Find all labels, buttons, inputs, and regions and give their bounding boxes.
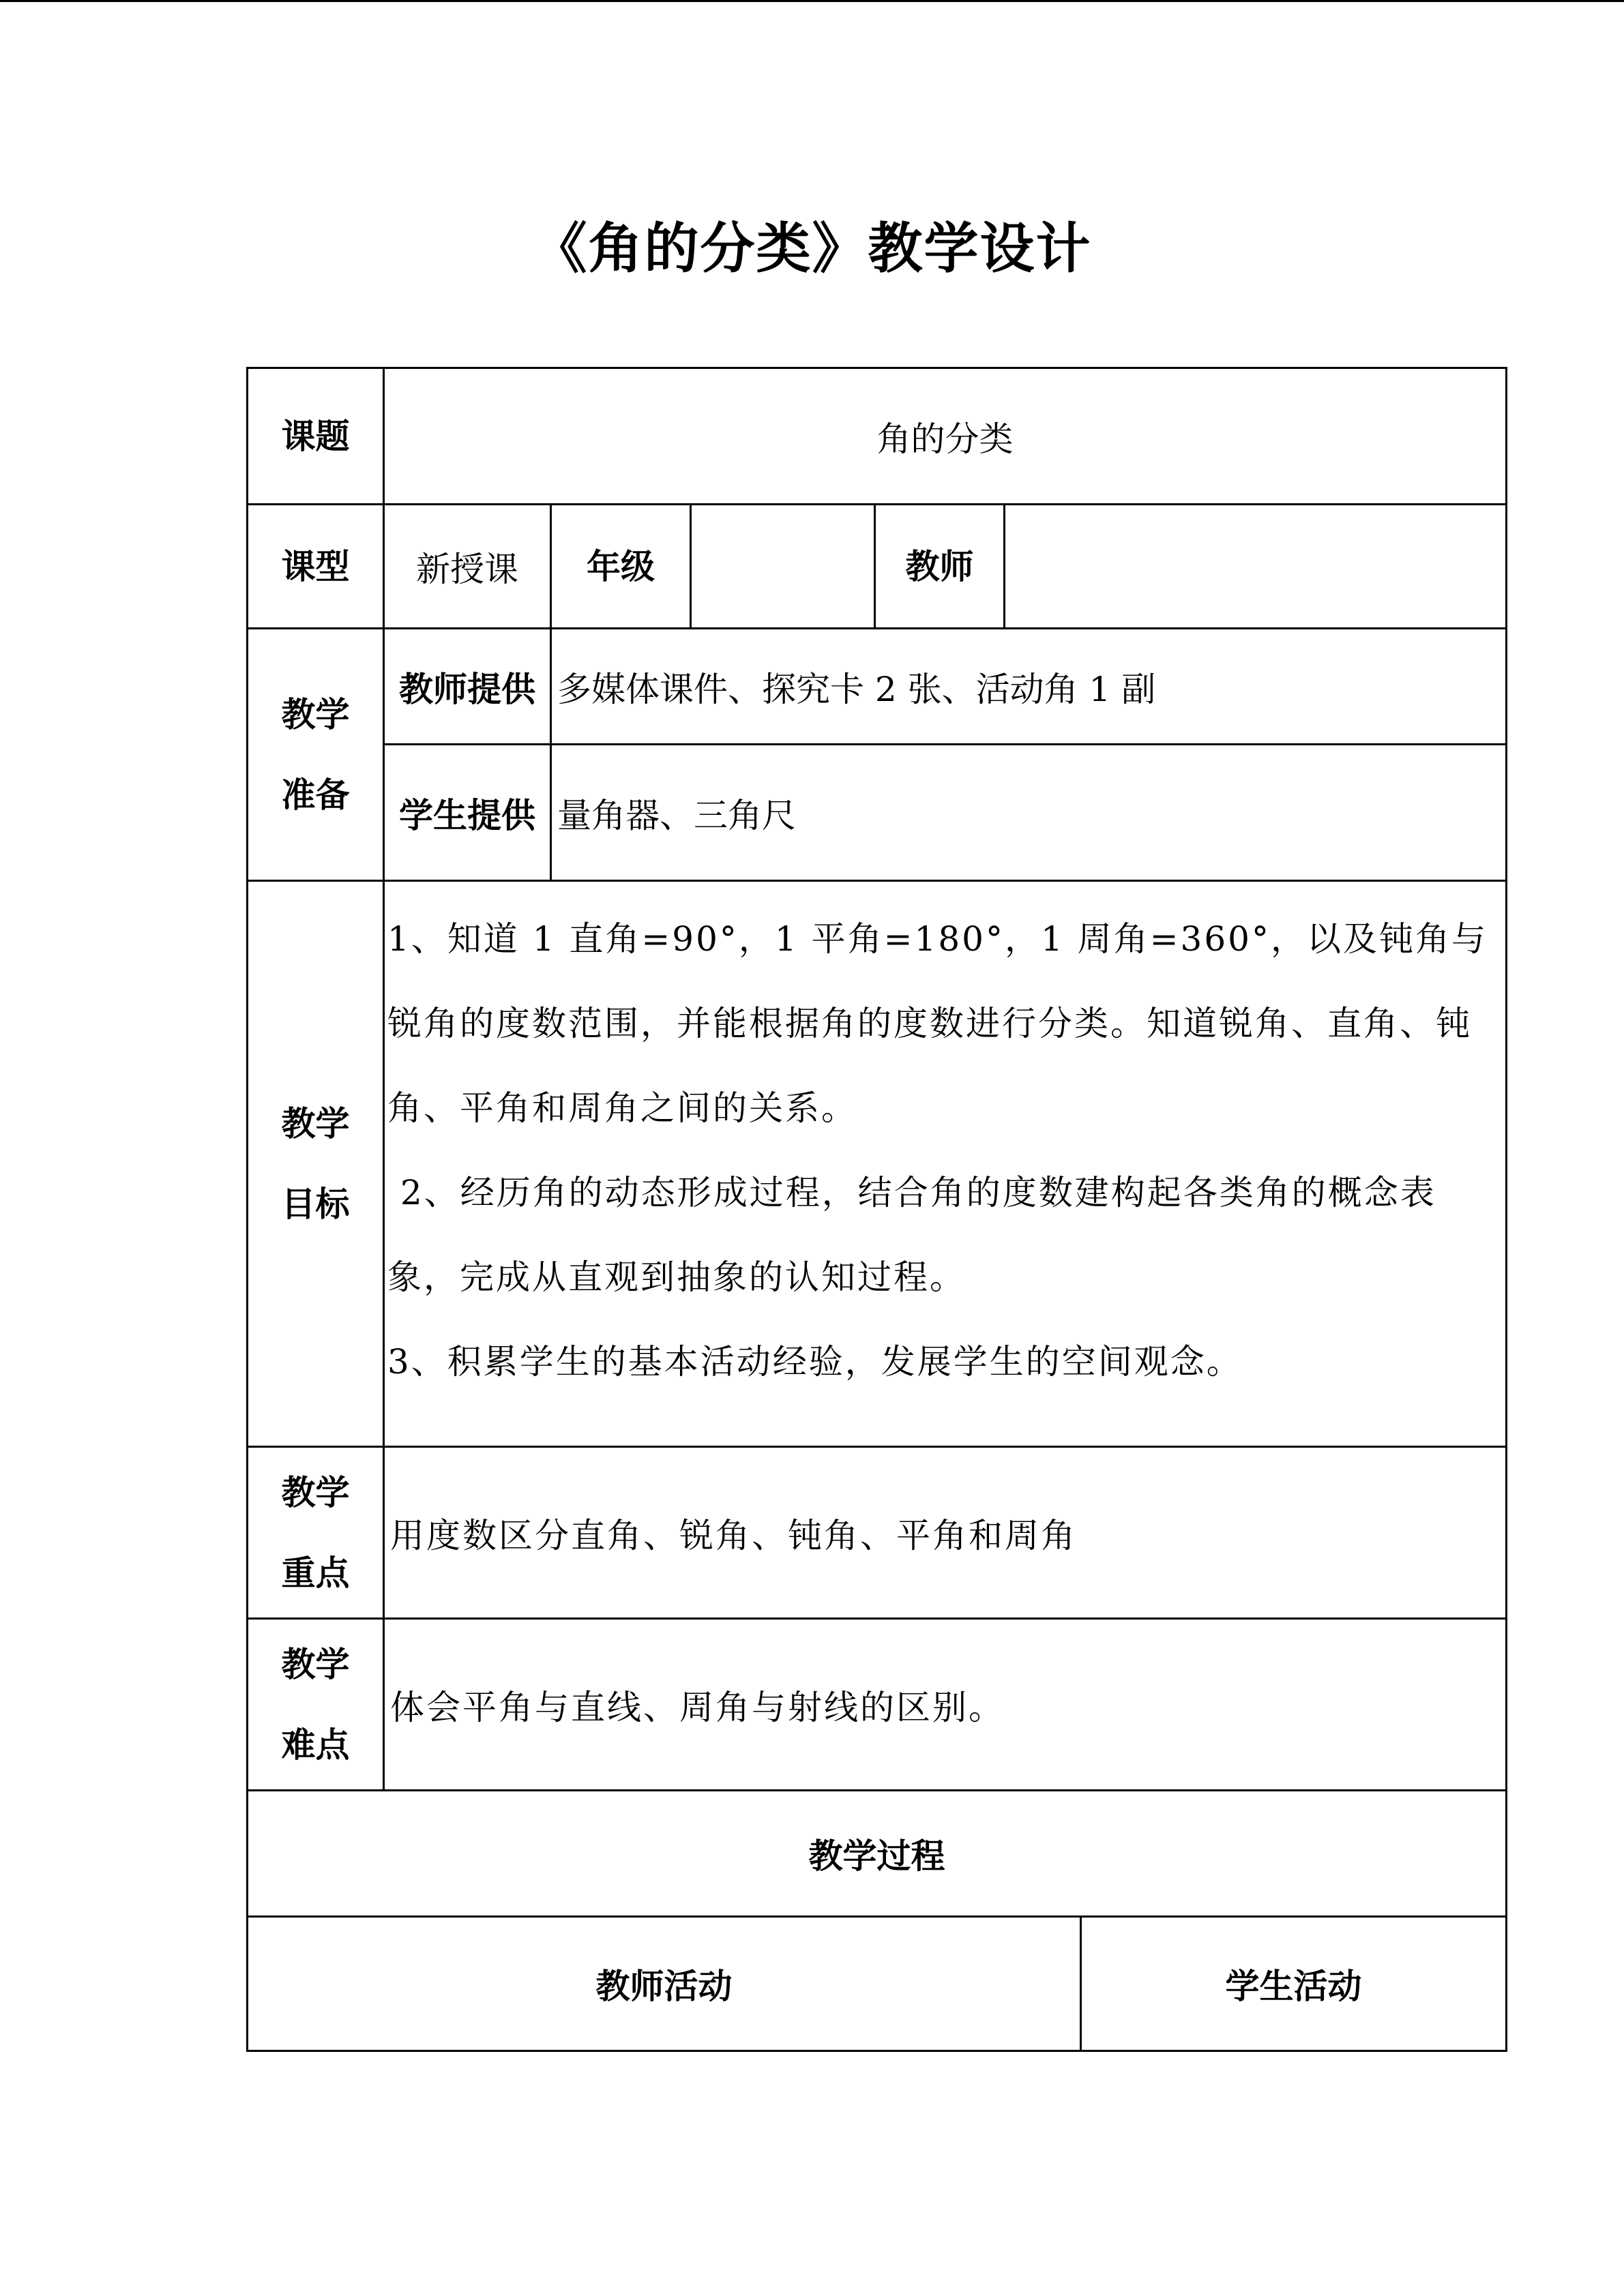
lesson-plan-table [246, 367, 1507, 2052]
difficulties-label [248, 1619, 384, 1791]
key-points-label-line2: 重点 [281, 1553, 350, 1593]
teacher-value [1005, 505, 1507, 629]
document-title: 《角的分类》教学设计 [532, 217, 1092, 280]
type-label: 课型 [248, 505, 384, 629]
process-heading-row [248, 1791, 1507, 1917]
teacher-activity-header: 教师活动 [248, 1917, 1081, 2051]
prep-student-row [248, 745, 1507, 881]
goals-row [248, 881, 1507, 1447]
type-value: 新授课 [384, 505, 551, 629]
top-border-line [0, 0, 1624, 2]
teacher-label: 教师 [875, 505, 1005, 629]
lesson-label: 课题 [248, 368, 384, 505]
process-columns-row [248, 1917, 1507, 2051]
prep-label-line2: 准备 [281, 775, 350, 815]
goals-label [248, 881, 384, 1447]
difficulties-label-line1: 教学 [281, 1644, 350, 1684]
difficulties-label-line2: 难点 [281, 1725, 350, 1765]
type-row [248, 505, 1507, 629]
goals-label-line2: 目标 [281, 1184, 350, 1224]
prep-teacher-label: 教师提供 [384, 629, 551, 745]
goal-item: 1、知道 1 直角=90°，1 平角=180°，1 周角=360°，以及钝角与锐角的度数范围，并能根据角的度数进行分类。知道锐角、直角、钝角、平角和周角之间的关系。 [387, 919, 1488, 1128]
goal-item: 2、经历角的动态形成过程，结合角的度数建构起各类角的概念表象，完成从直观到抽象的认知过程。 [387, 1172, 1436, 1297]
goal-item: 3、积累学生的基本活动经验，发展学生的空间观念。 [387, 1341, 1243, 1382]
difficulties-row [248, 1619, 1507, 1791]
prep-label [248, 629, 384, 881]
lesson-row [248, 368, 1507, 505]
grade-label: 年级 [551, 505, 691, 629]
prep-label-line1: 教学 [281, 694, 350, 734]
process-heading: 教学过程 [248, 1791, 1507, 1917]
key-points-label-line1: 教学 [281, 1472, 350, 1512]
goals-content [384, 881, 1507, 1447]
goals-label-line1: 教学 [281, 1103, 350, 1144]
lesson-value: 角的分类 [384, 368, 1507, 505]
prep-student-items: 量角器、三角尺 [551, 745, 1507, 881]
difficulties-value: 体会平角与直线、周角与射线的区别。 [384, 1619, 1507, 1791]
key-points-row [248, 1447, 1507, 1619]
prep-teacher-row [248, 629, 1507, 745]
prep-teacher-items: 多媒体课件、探究卡 2 张、活动角 1 副 [551, 629, 1507, 745]
grade-value [691, 505, 875, 629]
prep-student-label: 学生提供 [384, 745, 551, 881]
key-points-label [248, 1447, 384, 1619]
student-activity-header: 学生活动 [1081, 1917, 1507, 2051]
key-points-value: 用度数区分直角、锐角、钝角、平角和周角 [384, 1447, 1507, 1619]
